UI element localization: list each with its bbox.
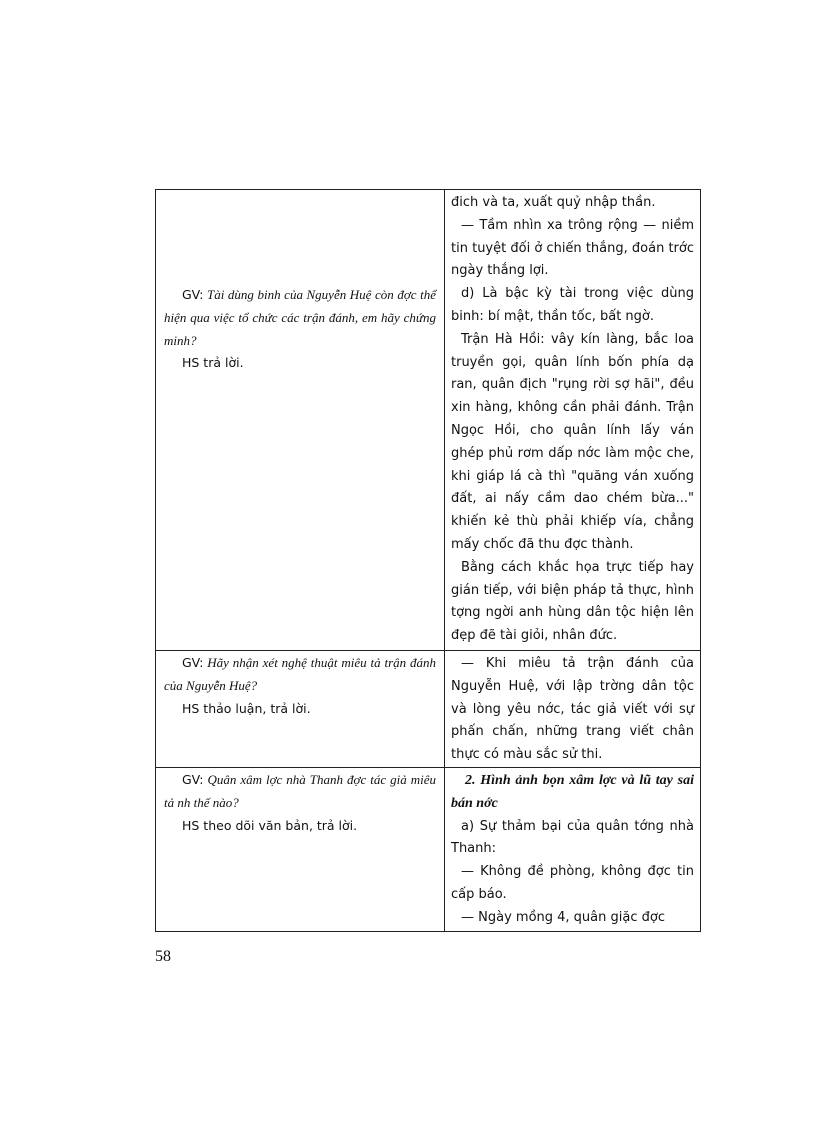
- gv-label: GV:: [182, 287, 204, 302]
- content-paragraph: Trận Hà Hồi: vây kín làng, bắc loa truyền gọi, quân lính bốn phía dạ ran, quân địch "rụng rời sợ hãi", đều xin hàng, không cần phải đánh. Trận Ngọc Hồi, cho quân lính lấy ván ghép phủ rơm dấp nớc làm mộc che, khi giáp lá cà thì "quăng ván xuống đất, ai nấy cầm dao chém bừa..." khiến kẻ thù phải khiếp vía, chẳng mấy chốc đã thu đợc thành.: [451, 331, 694, 552]
- page-number: 58: [155, 948, 171, 965]
- teacher-question: [164, 769, 436, 815]
- gv-label: GV:: [182, 771, 204, 787]
- student-activity: HS theo dõi văn bản, trả lời.: [182, 817, 358, 833]
- table-row: [156, 767, 700, 931]
- question-text: Tài dùng binh của Nguyễn Huệ còn đợc thể hiện qua việc tổ chức các trận đánh, em hãy chứng minh?: [164, 287, 437, 348]
- content-paragraph: — Khi miêu tả trận đánh của Nguyễn Huệ, với lập trờng dân tộc và lòng yêu nớc, tác giả viết với sự phấn chấn, những trang viết chân thực có màu sắc sử thi.: [451, 655, 694, 763]
- content-paragraph: d) Là bậc kỳ tài trong việc dùng binh: bí mật, thần tốc, bất ngờ.: [451, 286, 694, 324]
- teacher-student-column: [156, 190, 445, 650]
- content-column: [445, 768, 700, 931]
- section-heading: 2. Hình ảnh bọn xâm lợc và lũ tay sai bán nớc: [451, 772, 694, 811]
- content-paragraph: — Không đề phòng, không đợc tin cấp báo.: [451, 864, 694, 902]
- content-column: [445, 651, 700, 767]
- gv-label: GV:: [182, 654, 204, 670]
- table-row: [156, 190, 700, 650]
- teacher-question: [164, 284, 436, 352]
- content-paragraph: — Ngày mồng 4, quân giặc đợc: [461, 909, 665, 925]
- content-paragraph: Bằng cách khắc họa trực tiếp hay gián tiếp, với biện pháp tả thực, hình tợng ngời anh hùng dân tộc hiện lên đẹp đẽ tài giỏi, nhân đức.: [451, 559, 694, 644]
- content-column: [445, 190, 700, 650]
- table-row: [156, 650, 700, 767]
- content-paragraph: a) Sự thảm bại của quân tớng nhà Thanh:: [451, 818, 694, 857]
- teacher-student-column: [156, 768, 445, 931]
- teacher-question: [164, 652, 436, 698]
- question-text: Quân xâm lợc nhà Thanh đợc tác giả miêu tả nh thế nào?: [164, 771, 436, 810]
- content-paragraph: — Tầm nhìn xa trông rộng — niềm tin tuyệt đối ở chiến thắng, đoán trớc ngày thắng lợi.: [451, 217, 694, 279]
- teacher-student-column: [156, 651, 445, 767]
- content-paragraph: đich và ta, xuất quỷ nhập thần.: [451, 195, 656, 210]
- lesson-table: [155, 189, 701, 932]
- question-text: Hãy nhận xét nghệ thuật miêu tả trận đánh của Nguyễn Huệ?: [164, 654, 437, 693]
- student-activity: HS thảo luận, trả lời.: [182, 700, 311, 716]
- student-activity: HS trả lời.: [182, 355, 244, 371]
